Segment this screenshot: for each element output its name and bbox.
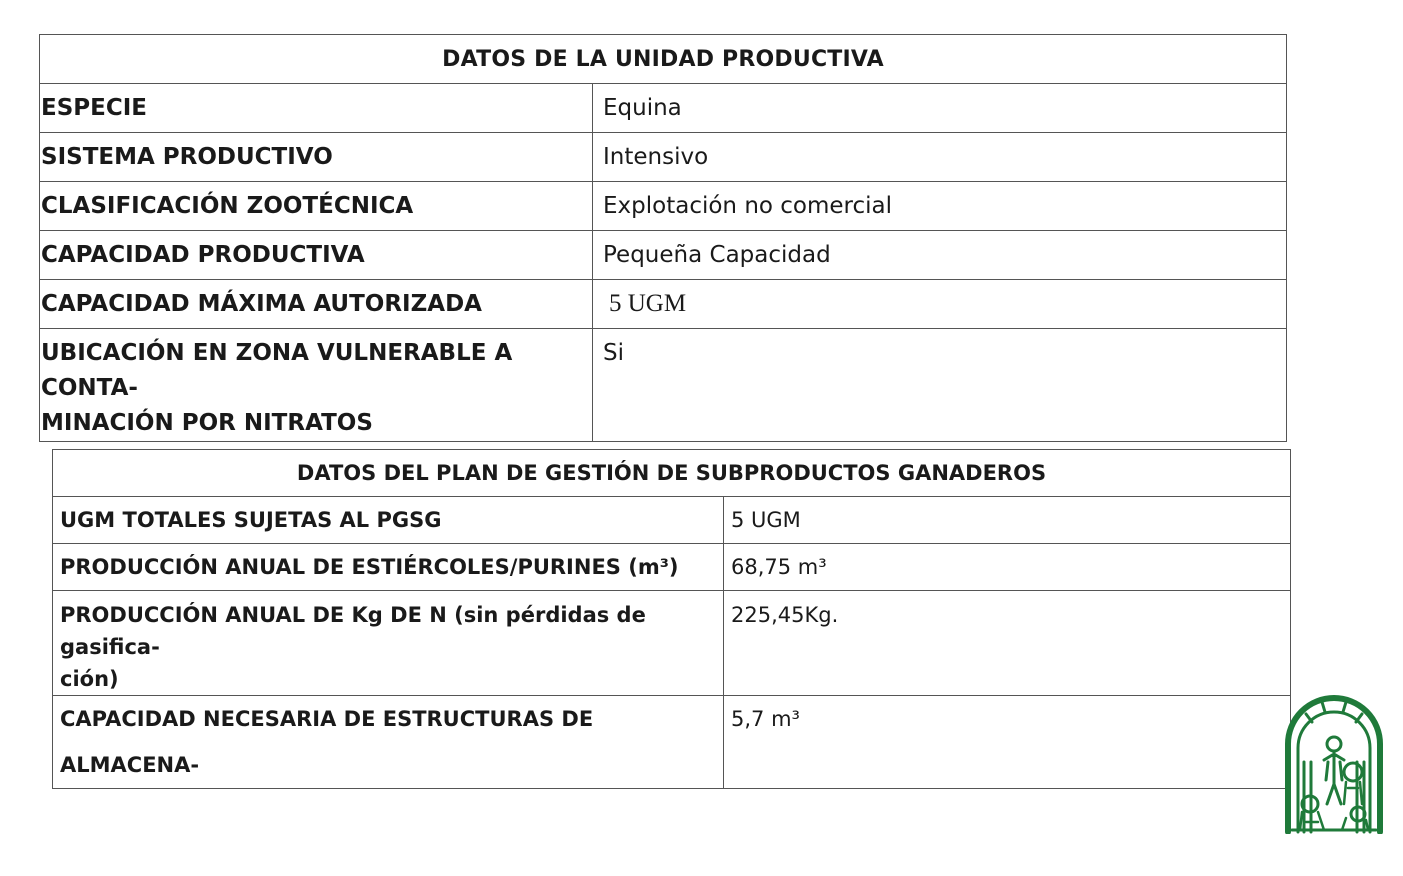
row-label-productive-capacity: CAPACIDAD PRODUCTIVA xyxy=(40,231,593,280)
row-label-vulnerable-zone xyxy=(40,329,593,442)
junta-de-andalucia-emblem-icon xyxy=(1284,692,1384,834)
table-row xyxy=(53,591,1291,696)
row-value-manure-production: 68,75 m³ xyxy=(724,544,1291,591)
table-row xyxy=(40,182,1287,231)
table-row xyxy=(53,696,1291,789)
row-label-vulnerable-zone-line2: MINACIÓN POR NITRATOS xyxy=(41,410,373,436)
row-label-nitrogen-production-line1: PRODUCCIÓN ANUAL DE Kg DE N (sin pérdidas de gasifica- xyxy=(60,603,646,659)
table-header-row xyxy=(40,35,1287,84)
row-label-nitrogen-production xyxy=(53,591,724,696)
table-row xyxy=(40,133,1287,182)
row-label-total-ugm: UGM TOTALES SUJETAS AL PGSG xyxy=(53,497,724,544)
row-label-nitrogen-production-line2: ción) xyxy=(60,667,119,691)
table-row xyxy=(40,280,1287,329)
table-row xyxy=(40,84,1287,133)
row-value-species: Equina xyxy=(593,84,1287,133)
row-label-vulnerable-zone-line1: UBICACIÓN EN ZONA VULNERABLE A CONTA- xyxy=(41,340,513,401)
row-label-species: ESPECIE xyxy=(40,84,593,133)
byproduct-plan-title: DATOS DEL PLAN DE GESTIÓN DE SUBPRODUCTOS GANADEROS xyxy=(53,450,1291,497)
row-value-storage-capacity: 5,7 m³ xyxy=(724,696,1291,789)
row-value-nitrogen-production: 225,45Kg. xyxy=(724,591,1291,696)
row-label-production-system: SISTEMA PRODUCTIVO xyxy=(40,133,593,182)
productive-unit-title: DATOS DE LA UNIDAD PRODUCTIVA xyxy=(40,35,1287,84)
row-value-production-system: Intensivo xyxy=(593,133,1287,182)
row-value-vulnerable-zone: Si xyxy=(593,329,1287,442)
row-label-storage-capacity: CAPACIDAD NECESARIA DE ESTRUCTURAS DE ALMACENA- xyxy=(53,696,724,789)
row-label-zootechnical-classification: CLASIFICACIÓN ZOOTÉCNICA xyxy=(40,182,593,231)
row-value-productive-capacity: Pequeña Capacidad xyxy=(593,231,1287,280)
table-row xyxy=(40,231,1287,280)
table-row xyxy=(53,544,1291,591)
byproduct-plan-table xyxy=(52,449,1291,789)
row-value-max-authorized-capacity: 5 UGM xyxy=(593,280,1287,329)
table-header-row xyxy=(53,450,1291,497)
table-row xyxy=(40,329,1287,442)
row-label-manure-production: PRODUCCIÓN ANUAL DE ESTIÉRCOLES/PURINES (m³) xyxy=(53,544,724,591)
productive-unit-table xyxy=(39,34,1287,442)
row-value-zootechnical-classification: Explotación no comercial xyxy=(593,182,1287,231)
row-label-max-authorized-capacity: CAPACIDAD MÁXIMA AUTORIZADA xyxy=(40,280,593,329)
table-row xyxy=(53,497,1291,544)
row-value-total-ugm: 5 UGM xyxy=(724,497,1291,544)
